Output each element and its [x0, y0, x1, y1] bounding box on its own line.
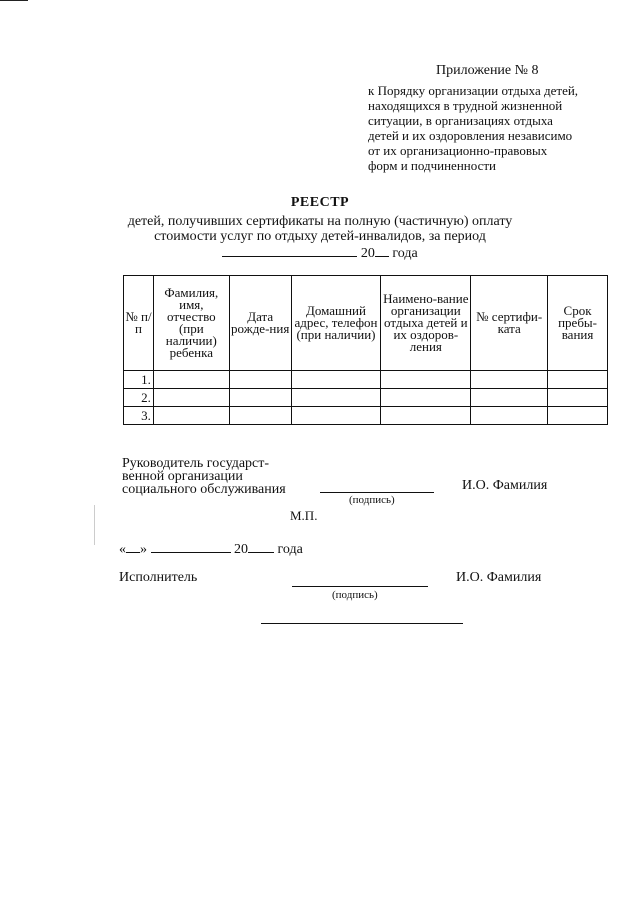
appendix-line: к Порядку организации отдыха детей,	[368, 83, 579, 98]
header-address: Домашний адрес, телефон (при наличии)	[291, 276, 381, 371]
date-open-quote: «	[119, 542, 126, 557]
date-year-prefix: 20	[234, 542, 248, 557]
header-organization: Наимено-вание организации отдыха детей и их оздоров-ления	[381, 276, 471, 371]
period-blank	[222, 244, 357, 257]
month-blank	[151, 540, 231, 553]
table-cell	[548, 389, 608, 407]
header-birth-date: Дата рожде-ния	[229, 276, 291, 371]
table-cell	[291, 407, 381, 425]
table-cell	[153, 389, 229, 407]
table-cell	[471, 389, 548, 407]
date-line	[119, 540, 303, 558]
top-edge-rule	[0, 0, 28, 1]
stamp-label: М.П.	[290, 508, 318, 523]
table-cell	[153, 407, 229, 425]
registry-table	[123, 275, 608, 425]
head-name: И.О. Фамилия	[462, 478, 548, 493]
head-role-line: Руководитель государст-	[122, 456, 270, 471]
margin-mark	[94, 505, 95, 545]
table-cell	[381, 371, 471, 389]
table-cell	[471, 371, 548, 389]
executor-signature-line	[292, 586, 428, 587]
appendix-line: форм и подчиненности	[368, 158, 496, 173]
head-role-line: венной организации	[122, 469, 243, 484]
table-cell	[381, 407, 471, 425]
row-number: 1.	[124, 371, 154, 389]
appendix-line: от их организационно-правовых	[368, 143, 548, 158]
header-stay-period: Срок пребы-вания	[548, 276, 608, 371]
period-line	[0, 244, 640, 262]
header-number: № п/п	[124, 276, 154, 371]
header-full-name: Фамилия, имя, отчество (при наличии) ребенка	[153, 276, 229, 371]
document-title: РЕЕСТР	[290, 195, 350, 210]
head-role	[122, 457, 286, 496]
table-cell	[548, 371, 608, 389]
period-year-prefix: 20	[360, 246, 375, 261]
period-year-blank	[375, 244, 389, 257]
executor-name: И.О. Фамилия	[456, 570, 542, 585]
table-row	[124, 371, 608, 389]
appendix-line: ситуации, в организациях отдыха	[368, 113, 553, 128]
appendix-reference	[368, 83, 618, 173]
document-subtitle: детей, получивших сертификаты на полную (частичную) оплату стоимости услуг по отдыху детей-инвалидов, за период	[127, 214, 513, 244]
year-blank	[248, 540, 274, 553]
appendix-line: находящихся в трудной жизненной	[368, 98, 563, 113]
table-cell	[291, 389, 381, 407]
table-cell	[229, 407, 291, 425]
table-cell	[381, 389, 471, 407]
period-year-suffix: года	[392, 246, 418, 261]
day-blank	[126, 540, 140, 553]
header-certificate: № сертифи-ката	[471, 276, 548, 371]
table-cell	[471, 407, 548, 425]
executor-signature-caption: (подпись)	[332, 589, 378, 601]
table-cell	[229, 371, 291, 389]
row-number: 2.	[124, 389, 154, 407]
bottom-rule	[261, 623, 463, 624]
appendix-title: Приложение № 8	[436, 63, 539, 78]
table-cell	[291, 371, 381, 389]
head-role-line: социального обслуживания	[122, 482, 286, 497]
row-number: 3.	[124, 407, 154, 425]
table-cell	[548, 407, 608, 425]
table-cell	[229, 389, 291, 407]
head-signature-line	[320, 492, 434, 493]
table-row	[124, 389, 608, 407]
table-row	[124, 407, 608, 425]
date-close-quote: »	[140, 542, 147, 557]
executor-role: Исполнитель	[119, 570, 198, 585]
table-header-row	[124, 276, 608, 371]
appendix-line: детей и их оздоровления независимо	[368, 128, 573, 143]
date-year-suffix: года	[277, 542, 303, 557]
head-signature-caption: (подпись)	[349, 494, 395, 506]
table-cell	[153, 371, 229, 389]
